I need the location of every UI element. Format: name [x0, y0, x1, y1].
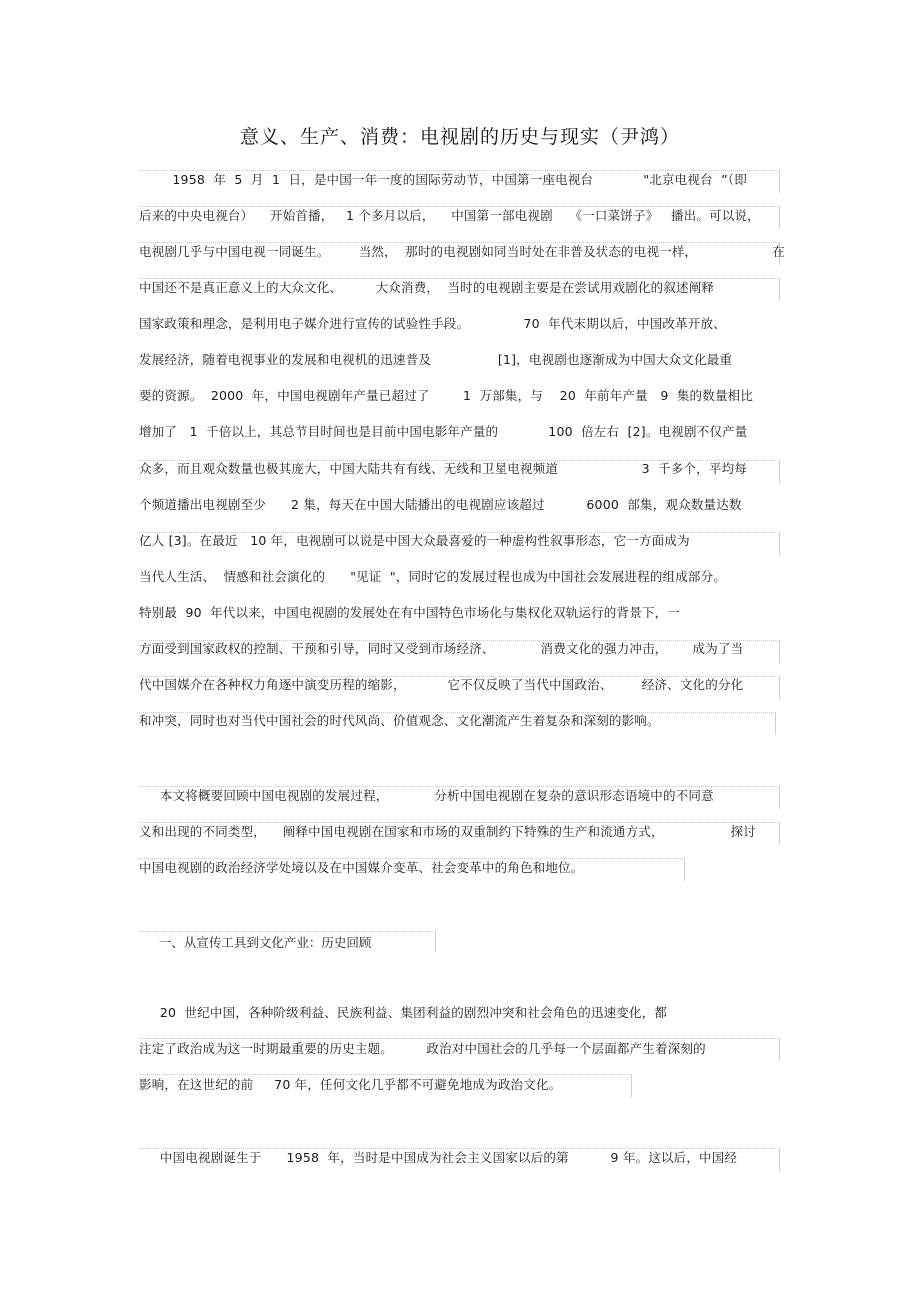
paragraph-line: 当代人生活、 情感和社会演化的 "见证 "，同时它的发展过程也成为中国社会发展进程的组成部分。	[139, 569, 727, 584]
paragraph-line: 增加了 1 千倍以上，其总节目时间也是目前中国电影年产量的 100 倍左右 [2]。电视剧不仅产量	[139, 424, 748, 439]
paragraph-line: 要的资源。 2000 年，中国电视剧年产量已超过了 1 万部集，与 20 年前年产量 9 集的数量相比	[139, 388, 754, 403]
paragraph-line: 电视剧几乎与中国电视一同诞生。 当然， 那时的电视剧如同当时处在非普及状态的电视一样， 在	[139, 244, 786, 259]
paragraph-line: 方面受到国家政权的控制、干预和引导，同时又受到市场经济、 消费文化的强力冲击， 成为了当	[139, 641, 744, 656]
paragraph-line: 义和出现的不同类型， 阐释中国电视剧在国家和市场的双重制约下特殊的生产和流通方式， 探讨	[139, 824, 756, 839]
section-heading: 一、从宣传工具到文化产业：历史回顾	[139, 935, 372, 950]
paragraph-line: 中国电视剧的政治经济学处境以及在中国媒介变革、社会变革中的角色和地位。	[139, 860, 584, 875]
paragraph-line: 众多，而且观众数量也极其庞大，中国大陆共有有线、无线和卫星电视频道 3 千多个，平均每	[139, 461, 747, 476]
paragraph-line: 发展经济，随着电视事业的发展和电视机的迅速普及 [1]，电视剧也逐渐成为中国大众文化最重	[139, 352, 733, 367]
paragraph-line: 20 世纪中国，各种阶级利益、民族利益、集团利益的剧烈冲突和社会角色的迅速变化，都	[139, 1005, 668, 1020]
page-title: 意义、生产、消费：电视剧的历史与现实（尹鸿）	[239, 126, 680, 148]
paragraph-line: 个频道播出电视剧至少 2 集，每天在中国大陆播出的电视剧应该超过 6000 部集，观众数量达数	[139, 497, 742, 512]
paragraph-line: 代中国媒介在各种权力角逐中演变历程的缩影， 它不仅反映了当代中国政治、 经济、文化的分化	[139, 677, 744, 692]
paragraph-line: 影响，在这世纪的前 70 年，任何文化几乎都不可避免地成为政治文化。	[139, 1077, 562, 1092]
paragraph-line: 注定了政治成为这一时期最重要的历史主题。 政治对中国社会的几乎每一个层面都产生着深刻的	[139, 1041, 706, 1056]
paragraph-line: 中国还不是真正意义上的大众文化、 大众消费， 当时的电视剧主要是在尝试用戏剧化的叙述阐释	[139, 280, 715, 295]
paragraph-line: 亿人 [3]。在最近 10 年，电视剧可以说是中国大众最喜爱的一种虚构性叙事形态，它一方面成为	[139, 533, 690, 548]
paragraph-line: 1958 年 5 月 1 日，是中国一年一度的国际劳动节，中国第一座电视台 "北京电视台 ”（即	[139, 172, 747, 187]
paragraph-line: 和冲突，同时也对当代中国社会的时代风尚、价值观念、文化潮流产生着复杂和深刻的影响。	[139, 713, 660, 728]
paragraph-line: 中国电视剧诞生于 1958 年，当时是中国成为社会主义国家以后的第 9 年。这以后，中国经	[139, 1150, 738, 1165]
paragraph-line: 后来的中央电视台） 开始首播， 1 个多月以后， 中国第一部电视剧 《一口菜饼子》 播出。可以说，	[139, 208, 760, 223]
paragraph-line: 本文将概要回顾中国电视剧的发展过程， 分析中国电视剧在复杂的意识形态语境中的不同意	[139, 788, 714, 803]
paragraph-line: 国家政策和理念，是利用电子媒介进行宣传的试验性手段。 70 年代末期以后，中国改革开放、	[139, 316, 726, 331]
paragraph-line: 特别最 90 年代以来，中国电视剧的发展处在有中国特色市场化与集权化双轨运行的背景下，一	[139, 605, 681, 620]
